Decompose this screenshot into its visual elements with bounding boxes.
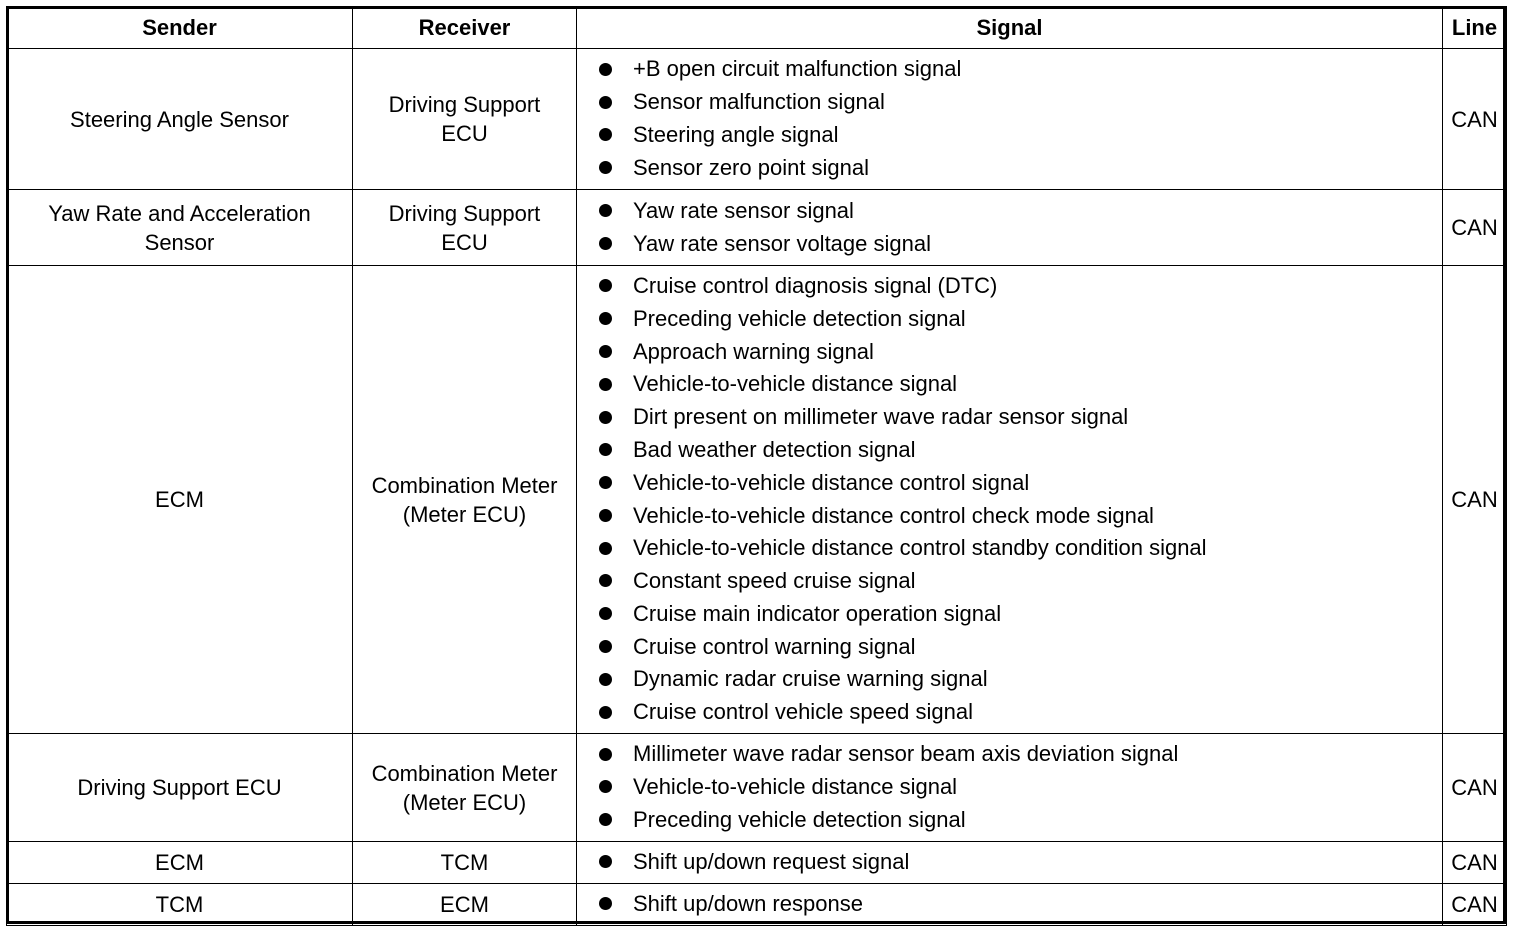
signal-item: Vehicle-to-vehicle distance control standby condition signal xyxy=(599,532,1442,565)
signal-item: Millimeter wave radar sensor beam axis deviation signal xyxy=(599,738,1442,771)
table-row xyxy=(7,190,1507,266)
signal-item: Dirt present on millimeter wave radar sensor signal xyxy=(599,401,1442,434)
table-row xyxy=(7,49,1507,190)
signal-item: Vehicle-to-vehicle distance control check mode signal xyxy=(599,500,1442,533)
signal-cell xyxy=(577,266,1443,734)
signal-item: Sensor zero point signal xyxy=(599,152,1442,185)
receiver-text-line1: Combination Meter xyxy=(371,760,558,786)
sender-text: ECM xyxy=(155,850,204,875)
sender-cell xyxy=(7,884,353,926)
receiver-text-line1: Driving Support xyxy=(388,200,541,226)
receiver-text: ECM xyxy=(440,892,489,917)
signal-item: Cruise main indicator operation signal xyxy=(599,598,1442,631)
receiver-cell xyxy=(353,49,577,190)
sender-text: ECM xyxy=(155,487,204,512)
signal-item: Yaw rate sensor voltage signal xyxy=(599,228,1442,261)
sender-cell xyxy=(7,49,353,190)
signal-item: Cruise control diagnosis signal (DTC) xyxy=(599,270,1442,303)
table-row xyxy=(7,734,1507,842)
signal-item: Cruise control vehicle speed signal xyxy=(599,696,1442,729)
receiver-text-line2: ECU xyxy=(441,121,488,146)
receiver-text-line2: ECU xyxy=(441,229,488,255)
sender-text-line1: Yaw Rate and Acceleration xyxy=(48,200,311,226)
signal-item: Shift up/down response xyxy=(599,888,1442,921)
signal-list xyxy=(577,738,1442,836)
receiver-text-line2: (Meter ECU) xyxy=(402,789,527,815)
signal-item: Cruise control warning signal xyxy=(599,631,1442,664)
sender-text: TCM xyxy=(155,892,204,917)
line-cell: CAN xyxy=(1443,734,1507,842)
signal-cell xyxy=(577,884,1443,926)
signal-cell xyxy=(577,190,1443,266)
receiver-text-line2: (Meter ECU) xyxy=(402,501,527,527)
signal-cell xyxy=(577,49,1443,190)
receiver-text: TCM xyxy=(440,850,489,875)
sender-cell xyxy=(7,734,353,842)
signal-list xyxy=(577,270,1442,729)
sender-cell xyxy=(7,266,353,734)
signal-item: Bad weather detection signal xyxy=(599,434,1442,467)
receiver-cell xyxy=(353,884,577,926)
header-signal: Signal xyxy=(577,7,1443,49)
signal-item: Sensor malfunction signal xyxy=(599,86,1442,119)
signal-item: Approach warning signal xyxy=(599,336,1442,369)
signal-list xyxy=(577,846,1442,879)
signal-item: Dynamic radar cruise warning signal xyxy=(599,663,1442,696)
line-cell: CAN xyxy=(1443,266,1507,734)
signal-item: Shift up/down request signal xyxy=(599,846,1442,879)
header-receiver: Receiver xyxy=(353,7,577,49)
signal-item: Steering angle signal xyxy=(599,119,1442,152)
signal-cell xyxy=(577,734,1443,842)
sender-text-line2: Sensor xyxy=(144,229,215,255)
signal-item: Vehicle-to-vehicle distance signal xyxy=(599,368,1442,401)
sender-text: Driving Support ECU xyxy=(77,775,282,800)
receiver-text-line1: Combination Meter xyxy=(371,472,558,498)
receiver-cell xyxy=(353,190,577,266)
receiver-cell xyxy=(353,266,577,734)
signal-list xyxy=(577,53,1442,184)
receiver-cell xyxy=(353,842,577,884)
line-cell: CAN xyxy=(1443,884,1507,926)
signal-item: Preceding vehicle detection signal xyxy=(599,804,1442,837)
signal-list xyxy=(577,888,1442,921)
line-cell: CAN xyxy=(1443,190,1507,266)
table-row xyxy=(7,266,1507,734)
signal-cell xyxy=(577,842,1443,884)
header-row xyxy=(7,7,1507,49)
sender-text: Steering Angle Sensor xyxy=(70,106,289,132)
sender-cell xyxy=(7,842,353,884)
signal-table xyxy=(6,6,1507,926)
signal-item: Preceding vehicle detection signal xyxy=(599,303,1442,336)
header-line: Line xyxy=(1443,7,1507,49)
receiver-text-line1: Driving Support xyxy=(388,92,541,117)
table-row xyxy=(7,842,1507,884)
signal-item: Yaw rate sensor signal xyxy=(599,195,1442,228)
signal-item: Constant speed cruise signal xyxy=(599,565,1442,598)
signal-item: +B open circuit malfunction signal xyxy=(599,53,1442,86)
sender-cell xyxy=(7,190,353,266)
signal-item: Vehicle-to-vehicle distance signal xyxy=(599,771,1442,804)
line-cell: CAN xyxy=(1443,842,1507,884)
line-cell: CAN xyxy=(1443,49,1507,190)
receiver-cell xyxy=(353,734,577,842)
header-sender: Sender xyxy=(7,7,353,49)
signal-item: Vehicle-to-vehicle distance control signal xyxy=(599,467,1442,500)
table-row xyxy=(7,884,1507,926)
signal-list xyxy=(577,195,1442,261)
